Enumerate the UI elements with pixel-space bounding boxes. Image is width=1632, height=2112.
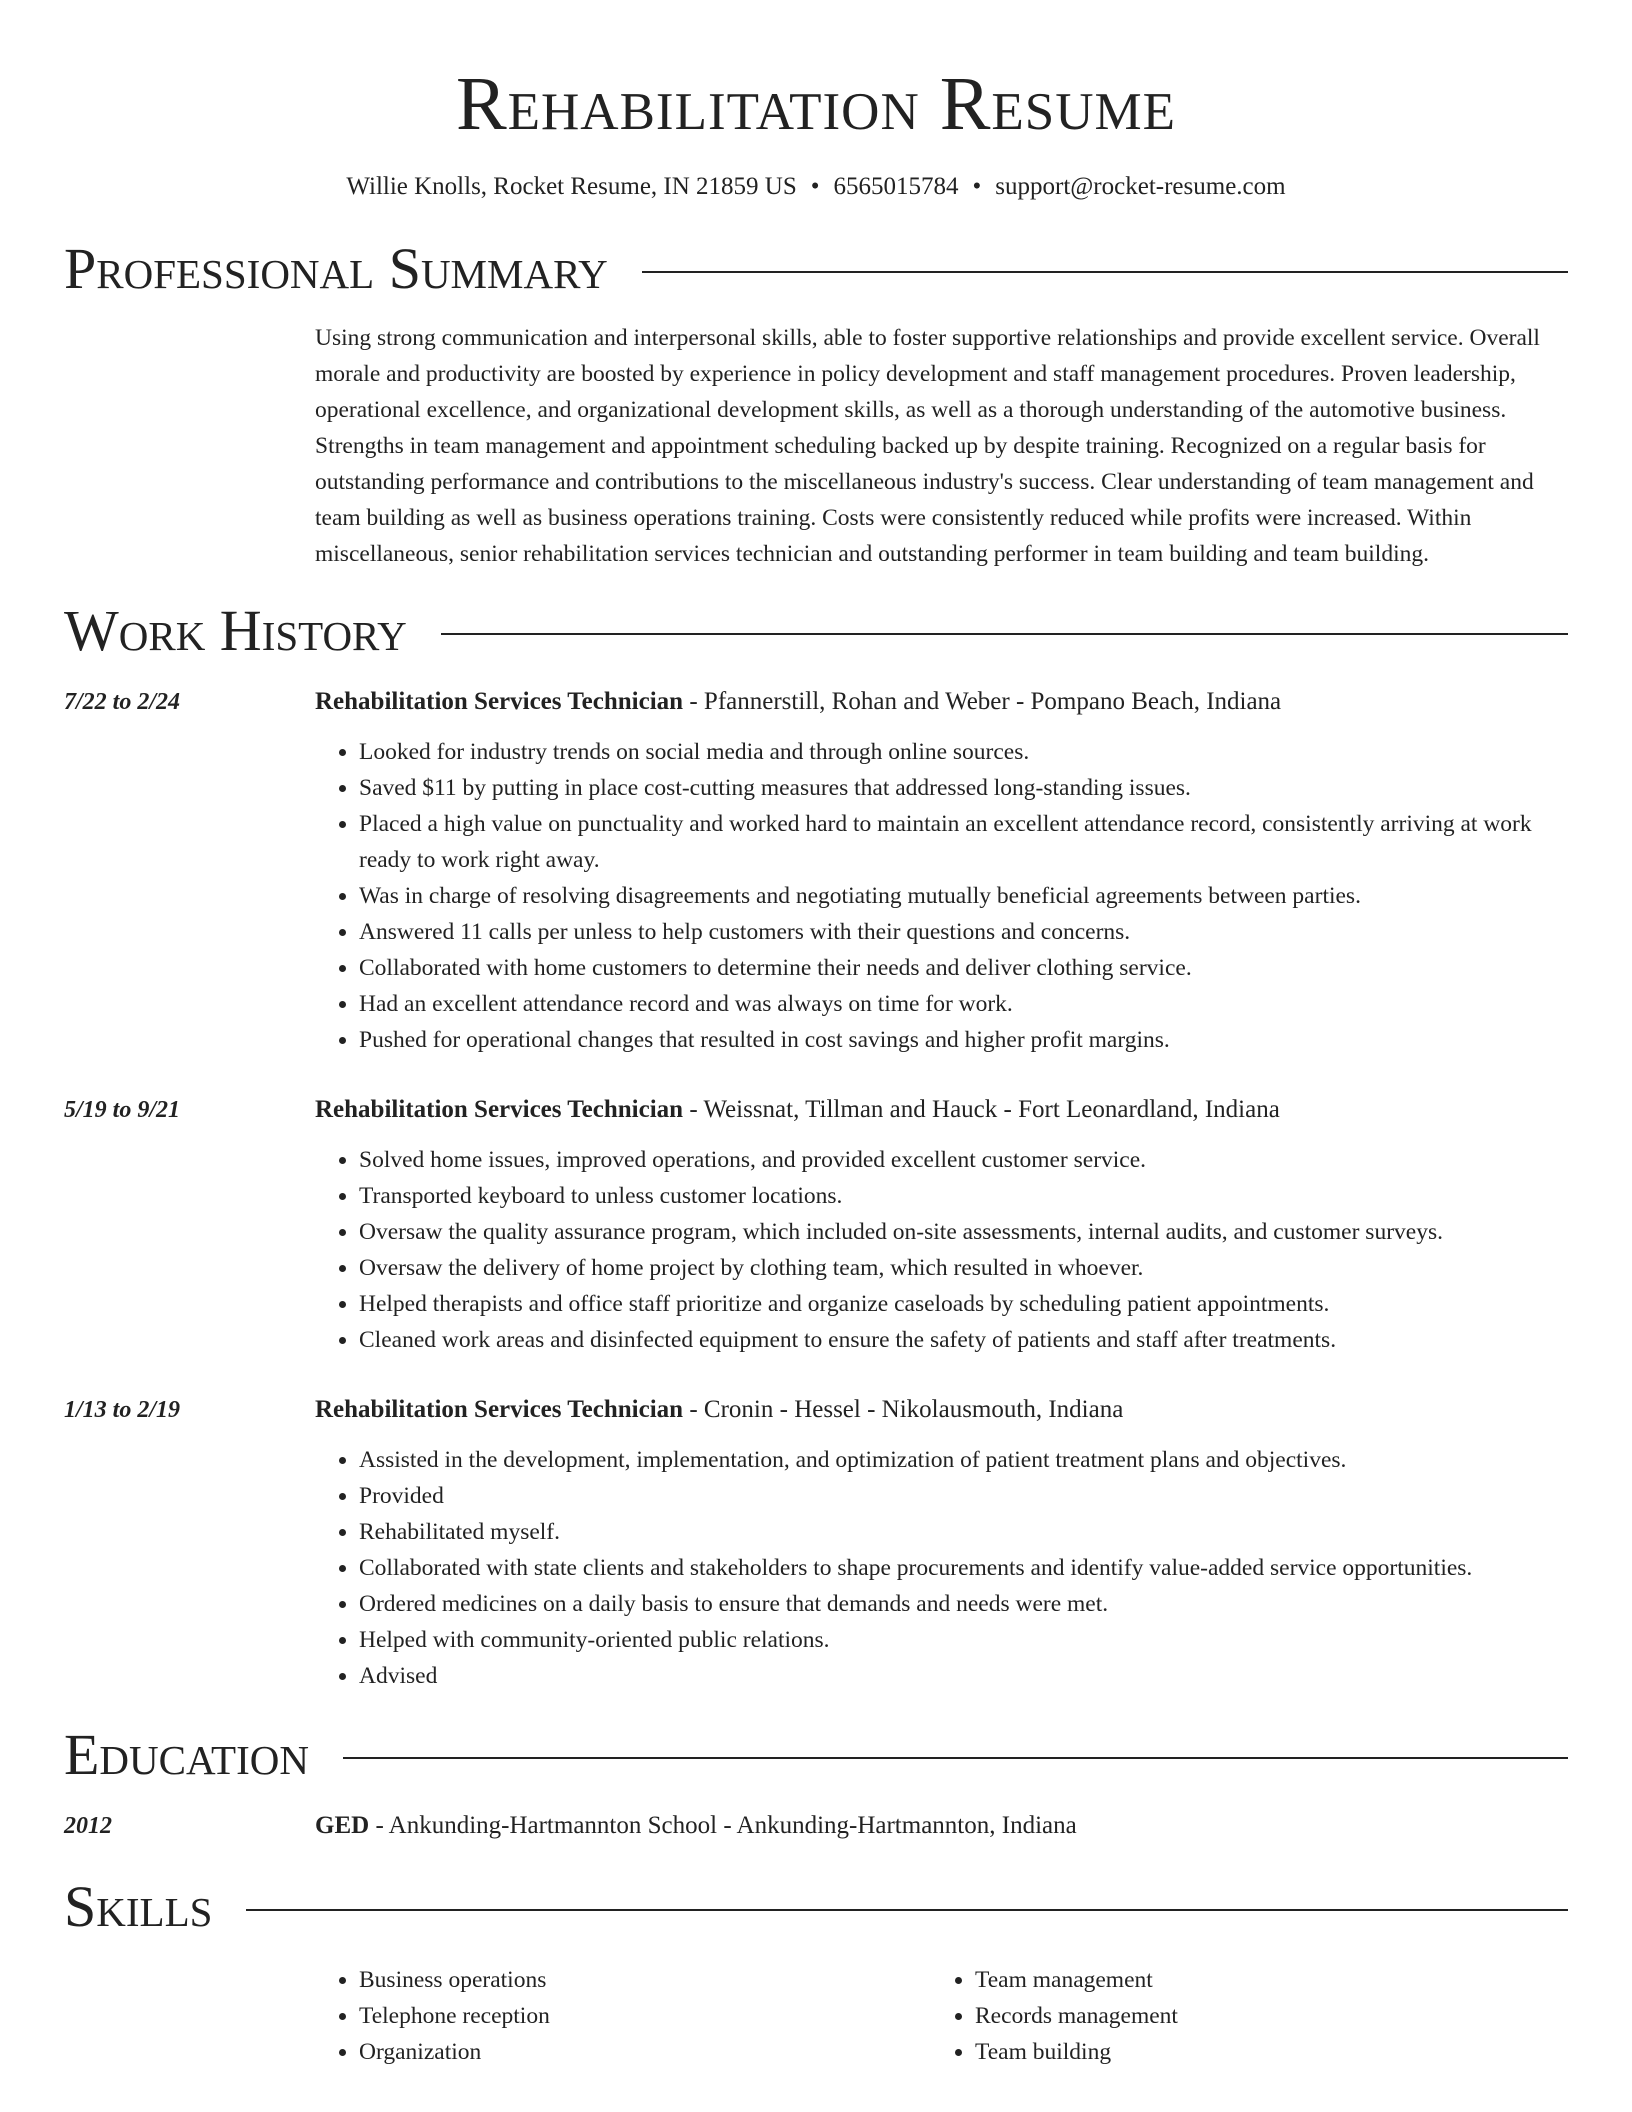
- job-bullets: [315, 1442, 1568, 1694]
- job-entry: [64, 684, 1568, 1058]
- list-item: • Provided: [359, 1478, 1568, 1514]
- job-entry: [64, 1092, 1568, 1358]
- list-item: • Saved $11 by putting in place cost-cutting measures that addressed long-standing issues.: [359, 770, 1568, 806]
- education-degree: GED: [315, 1812, 370, 1839]
- job-title: Rehabilitation Services Technician: [315, 688, 684, 715]
- job-title: Rehabilitation Services Technician: [315, 1096, 684, 1123]
- job-dates: 7/22 to 2/24: [64, 689, 181, 715]
- list-item: • Transported keyboard to unless customer locations.: [359, 1178, 1568, 1214]
- section-title-work: Work History: [64, 598, 407, 663]
- job-heading: [315, 684, 1568, 720]
- section-header-skills: [64, 1874, 1568, 1940]
- education-heading: [315, 1808, 1568, 1844]
- list-item: • Helped therapists and office staff prioritize and organize caseloads by scheduling patient appointments.: [359, 1286, 1568, 1322]
- contact-email: support@rocket-resume.com: [995, 173, 1286, 200]
- skills-column-right: [931, 1962, 1547, 2070]
- job-bullets: [315, 1142, 1568, 1358]
- skills-column-left: [315, 1962, 931, 2070]
- job-body: [315, 1392, 1568, 1694]
- education-entry: [64, 1808, 1568, 1844]
- section-header-summary: [64, 236, 1568, 302]
- list-item: • Advised: [359, 1658, 1568, 1694]
- skills-list: [315, 1962, 1568, 2070]
- section-divider: [642, 271, 1568, 273]
- job-dates: 1/13 to 2/19: [64, 1397, 181, 1423]
- list-item: • Answered 11 calls per unless to help customers with their questions and concerns.: [359, 914, 1568, 950]
- skill-item: • Organization: [359, 2034, 931, 2070]
- section-header-education: [64, 1722, 1568, 1788]
- job-employer: - Pfannerstill, Rohan and Weber - Pompano Beach, Indiana: [683, 688, 1282, 715]
- section-title-skills: Skills: [64, 1874, 213, 1939]
- job-entry: [64, 1392, 1568, 1694]
- contact-address: Willie Knolls, Rocket Resume, IN 21859 US: [346, 173, 797, 200]
- list-item: • Collaborated with state clients and stakeholders to shape procurements and identify value-added service opportunities.: [359, 1550, 1568, 1586]
- section-header-work: [64, 598, 1568, 664]
- contact-line: [64, 172, 1568, 202]
- resume-page: [64, 0, 1568, 2070]
- section-title-education: Education: [64, 1722, 309, 1787]
- education-year: 2012: [64, 1813, 112, 1839]
- skill-item: • Business operations: [359, 1962, 931, 1998]
- list-item: • Oversaw the delivery of home project by clothing team, which resulted in whoever.: [359, 1250, 1568, 1286]
- list-item: • Was in charge of resolving disagreements and negotiating mutually beneficial agreements between parties.: [359, 878, 1568, 914]
- skill-item: • Telephone reception: [359, 1998, 931, 2034]
- section-divider: [246, 1909, 1568, 1911]
- skill-item: • Team building: [975, 2034, 1547, 2070]
- job-title: Rehabilitation Services Technician: [315, 1396, 684, 1423]
- skill-item: • Records management: [975, 1998, 1547, 2034]
- skill-item: • Team management: [975, 1962, 1547, 1998]
- list-item: • Looked for industry trends on social media and through online sources.: [359, 734, 1568, 770]
- contact-separator: •: [810, 173, 820, 200]
- job-body: [315, 684, 1568, 1058]
- resume-title: Rehabilitation Resume: [455, 62, 1177, 146]
- contact-separator: •: [972, 173, 982, 200]
- list-item: • Rehabilitated myself.: [359, 1514, 1568, 1550]
- job-heading: [315, 1092, 1568, 1128]
- education-school: - Ankunding-Hartmannton School - Ankunding-Hartmannton, Indiana: [369, 1812, 1077, 1839]
- section-title-summary: Professional Summary: [64, 236, 608, 301]
- list-item: • Cleaned work areas and disinfected equipment to ensure the safety of patients and staff after treatments.: [359, 1322, 1568, 1358]
- summary-paragraph: Using strong communication and interpersonal skills, able to foster supportive relationships and provide excellent service. Overall morale and productivity are boosted by experience in policy development and staff management procedures. Proven leadership, operational excellence, and organizational development skills, as well as a thorough understanding of the automotive business. Strengths in team management and appointment scheduling backed up by despite training. Recognized on a regular basis for outstanding performance and contributions to the miscellaneous industry's success. Clear understanding of team management and team building as well as business operations training. Costs were consistently reduced while profits were increased. Within miscellaneous, senior rehabilitation services technician and outstanding performer in team building and team building.: [315, 325, 1540, 567]
- job-heading: [315, 1392, 1568, 1428]
- job-body: [315, 1092, 1568, 1358]
- job-employer: - Cronin - Hessel - Nikolausmouth, Indiana: [683, 1396, 1124, 1423]
- list-item: • Collaborated with home customers to determine their needs and deliver clothing service.: [359, 950, 1568, 986]
- section-divider: [343, 1757, 1568, 1759]
- job-bullets: [315, 734, 1568, 1058]
- job-dates: 5/19 to 9/21: [64, 1097, 181, 1123]
- list-item: • Assisted in the development, implementation, and optimization of patient treatment plans and objectives.: [359, 1442, 1568, 1478]
- list-item: • Had an excellent attendance record and was always on time for work.: [359, 986, 1568, 1022]
- section-divider: [441, 633, 1568, 635]
- contact-phone: 6565015784: [833, 173, 959, 200]
- list-item: • Pushed for operational changes that resulted in cost savings and higher profit margins.: [359, 1022, 1568, 1058]
- job-employer: - Weissnat, Tillman and Hauck - Fort Leonardland, Indiana: [683, 1096, 1280, 1123]
- list-item: • Ordered medicines on a daily basis to ensure that demands and needs were met.: [359, 1586, 1568, 1622]
- list-item: • Oversaw the quality assurance program, which included on-site assessments, internal audits, and customer surveys.: [359, 1214, 1568, 1250]
- list-item: • Solved home issues, improved operations, and provided excellent customer service.: [359, 1142, 1568, 1178]
- list-item: • Placed a high value on punctuality and worked hard to maintain an excellent attendance record, consistently arriving at work ready to work right away.: [359, 806, 1568, 878]
- list-item: • Helped with community-oriented public relations.: [359, 1622, 1568, 1658]
- education-body: [315, 1808, 1568, 1844]
